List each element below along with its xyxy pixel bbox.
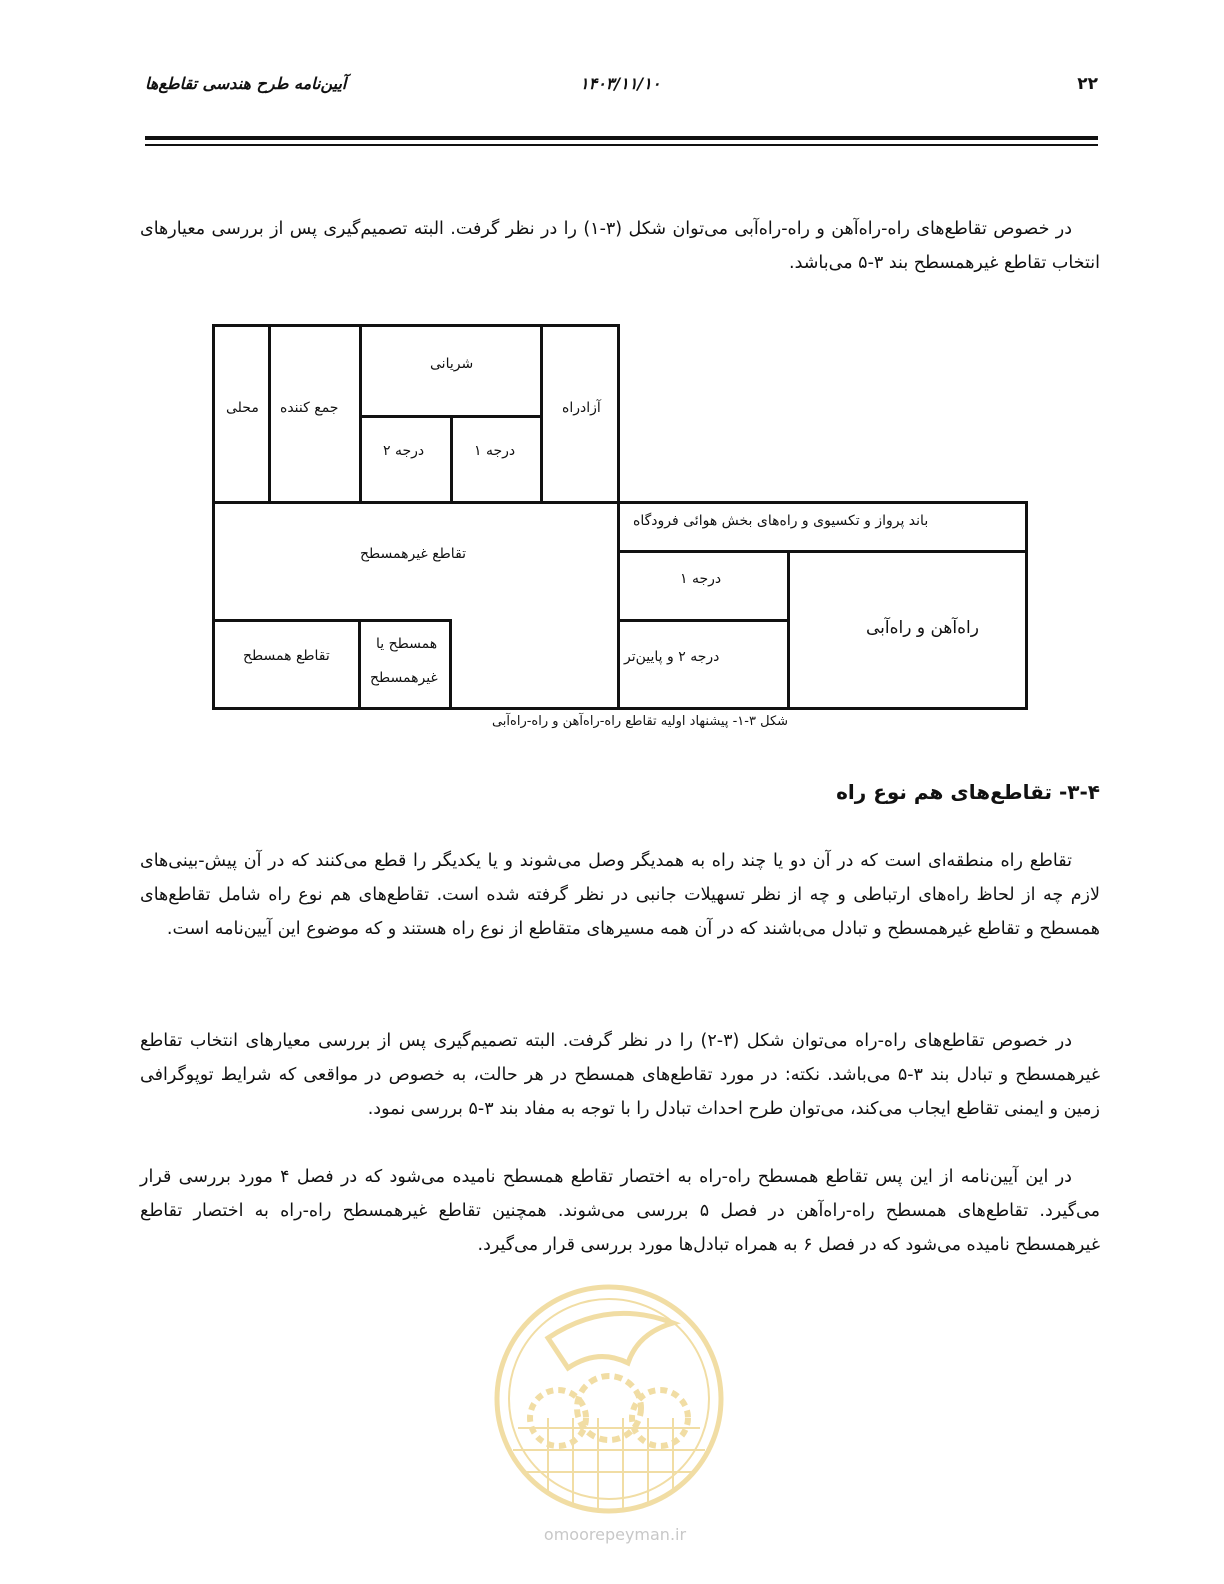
cell-at-grade xyxy=(212,619,361,710)
label-arterial: شریانی xyxy=(430,356,474,372)
label-grade2: درجه ۲ xyxy=(383,443,425,459)
label-grade-separated: تقاطع غیرهمسطح xyxy=(360,546,467,562)
label-collector: جمع کننده xyxy=(280,400,339,416)
label-grade2-lower: درجه ۲ و پایین‌تر xyxy=(624,649,720,665)
label-at-grade-or-separated-2: غیرهمسطح xyxy=(370,670,438,686)
document-date: ۱۴۰۳/۱۱/۱۰ xyxy=(580,74,661,93)
intro-paragraph: در خصوص تقاطع‌های راه-راه‌آهن و راه-راه‌آبی می‌توان شکل (۳-۱) را در نظر گرفت. البته تصمیم‌گیری پس از بررسی معیارهای انتخاب تقاطع غیرهمسطح بند ۳-۵ می‌باشد. xyxy=(140,219,1100,273)
cell-grade1 xyxy=(450,415,543,504)
label-railway-waterway: راه‌آهن و راه‌آبی xyxy=(866,618,979,638)
label-local: محلی xyxy=(226,400,259,416)
label-freeway: آزادراه xyxy=(562,400,601,416)
page-number: ۲۲ xyxy=(1077,74,1098,94)
cell-at-grade-or-separated xyxy=(358,619,452,710)
intersection-figure xyxy=(210,322,1032,714)
label-grade1: درجه ۱ xyxy=(474,443,516,459)
page-header xyxy=(145,70,1098,110)
label-at-grade-or-separated-1: همسطح یا xyxy=(376,636,438,652)
document-title: آیین‌نامه طرح هندسی تقاطع‌ها xyxy=(145,74,347,93)
header-rule-thick xyxy=(145,136,1098,140)
section-paragraph-1: تقاطع راه منطقه‌ای است که در آن دو یا چند راه به همدیگر وصل می‌شوند و یا یکدیگر را قطع می‌کنند که در آن پیش-بینی‌های لازم چه از لحاظ راه‌های ارتباطی و چه از نظر تسهیلات جانبی در نظر گرفته شده است. تقاطع‌های هم نوع راه شامل تقاطع‌های همسطح و تقاطع غیرهمسطح و تبادل می‌باشند که در آن همه مسیرهای متقاطع از نوع راه هستند و که موضوع این آیین‌نامه است. xyxy=(140,851,1100,939)
section-heading: ۳-۴- تقاطع‌های هم نوع راه xyxy=(836,780,1100,804)
label-at-grade: تقاطع همسطح xyxy=(243,648,330,664)
section-paragraph-2: در خصوص تقاطع‌های راه-راه می‌توان شکل (۳-۲) را در نظر گرفت. البته تصمیم‌گیری پس از بررسی معیارهای انتخاب تقاطع غیرهمسطح و تبادل بند ۳-۵ می‌باشد. نکته: در مورد تقاطع‌های همسطح در هر حالت، به خصوص در مواقعی که شرایط توپوگرافی زمین و ایمنی تقاطع ایجاب می‌کند، می‌توان طرح احداث تبادل را با توجه به مفاد بند ۳-۵ بررسی نمود. xyxy=(140,1031,1100,1119)
header-rule-thin xyxy=(145,144,1098,146)
figure-caption: شکل ۳-۱- پیشنهاد اولیه تقاطع راه-راه‌آهن و راه-راه‌آبی xyxy=(491,714,789,729)
label-railway-grade1: درجه ۱ xyxy=(680,571,722,587)
watermark-url: omoorepeyman.ir xyxy=(543,1525,687,1544)
label-runway: باند پرواز و تکسیوی و راه‌های بخش هوائی فرودگاه xyxy=(633,513,929,529)
section-paragraph-3: در این آیین‌نامه از این پس تقاطع همسطح راه-راه به اختصار تقاطع همسطح نامیده می‌شود که در فصل ۴ مورد بررسی قرار می‌گیرد. تقاطع‌های همسطح راه-راه‌آهن در فصل ۵ بررسی می‌شوند. همچنین تقاطع غیرهمسطح راه-راه به اختصار تقاطع غیرهمسطح نامیده می‌شود که در فصل ۶ به همراه تبادل‌ها مورد بررسی قرار می‌گیرد. xyxy=(140,1167,1100,1255)
watermark-seal xyxy=(488,1278,730,1520)
cell-grade2 xyxy=(359,415,453,504)
